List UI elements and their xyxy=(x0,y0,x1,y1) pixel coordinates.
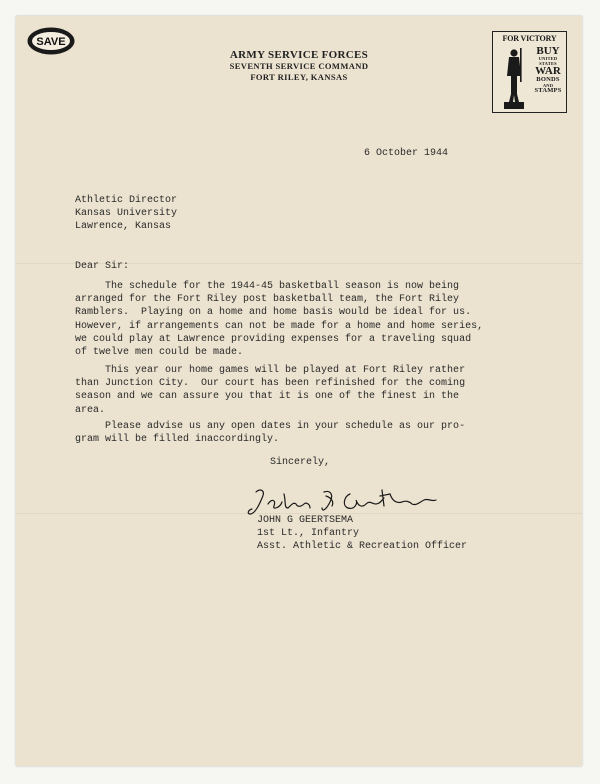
body-line: than Junction City. Our court has been refinished for the coming xyxy=(75,378,466,390)
stamp-bonds: BONDS xyxy=(536,76,560,83)
paragraph-request xyxy=(75,420,465,446)
stamp-text xyxy=(533,46,563,95)
body-line: Ramblers. Playing on a home and home basis would be ideal for us. xyxy=(75,307,472,319)
paragraph-schedule xyxy=(75,280,483,359)
body-line: This year our home games will be played at Fort Riley rather xyxy=(75,365,466,376)
minuteman-statue-icon xyxy=(496,44,532,110)
signer-rank: 1st Lt., Infantry xyxy=(257,528,360,540)
body-line: arranged for the Fort Riley post basketball team, the Fort Riley xyxy=(75,294,460,306)
signer-name: JOHN G GEERTSEMA xyxy=(257,515,354,526)
signer-title: Asst. Athletic & Recreation Officer xyxy=(257,541,468,553)
body-line: gram will be filled inaccordingly. xyxy=(75,434,280,446)
body-line: Please advise us any open dates in your schedule as our pro- xyxy=(75,421,466,432)
stamp-united-states: UNITED STATES xyxy=(538,56,558,66)
war-bonds-stamp xyxy=(492,31,567,113)
body-line: The schedule for the 1944-45 basketball season is now being xyxy=(75,281,460,292)
body-line: of twelve men could be made. xyxy=(75,347,244,359)
letter-date: 6 October 1944 xyxy=(364,148,449,159)
letterhead-command: SEVENTH SERVICE COMMAND xyxy=(229,61,369,71)
closing: Sincerely, xyxy=(270,457,331,468)
letterhead-org: ARMY SERVICE FORCES xyxy=(229,49,369,61)
body-line: area. xyxy=(75,404,106,416)
address-line: Lawrence, Kansas xyxy=(75,221,172,233)
stamp-buy: BUY xyxy=(536,45,560,57)
stamp-stamps: STAMPS xyxy=(534,87,562,94)
body-line: we could play at Lawrence providing expenses for a traveling squad xyxy=(75,333,472,345)
stamp-slogan: FOR VICTORY xyxy=(502,34,557,43)
paragraph-home-games xyxy=(75,364,465,417)
recipient-address xyxy=(75,194,177,234)
stamp-and: AND xyxy=(542,82,554,88)
signature-block xyxy=(257,514,467,554)
address-line: Kansas University xyxy=(75,208,178,220)
address-line: Athletic Director xyxy=(75,195,178,206)
salutation: Dear Sir: xyxy=(75,261,130,272)
body-line: season and we can assure you that it is one of the finest in the xyxy=(75,391,460,403)
body-line: However, if arrangements can not be made for a home and home series, xyxy=(75,320,484,332)
letterhead-location: FORT RILEY, KANSAS xyxy=(250,72,348,82)
stamp-war: WAR xyxy=(535,65,561,77)
svg-text:SAVE: SAVE xyxy=(36,36,66,48)
